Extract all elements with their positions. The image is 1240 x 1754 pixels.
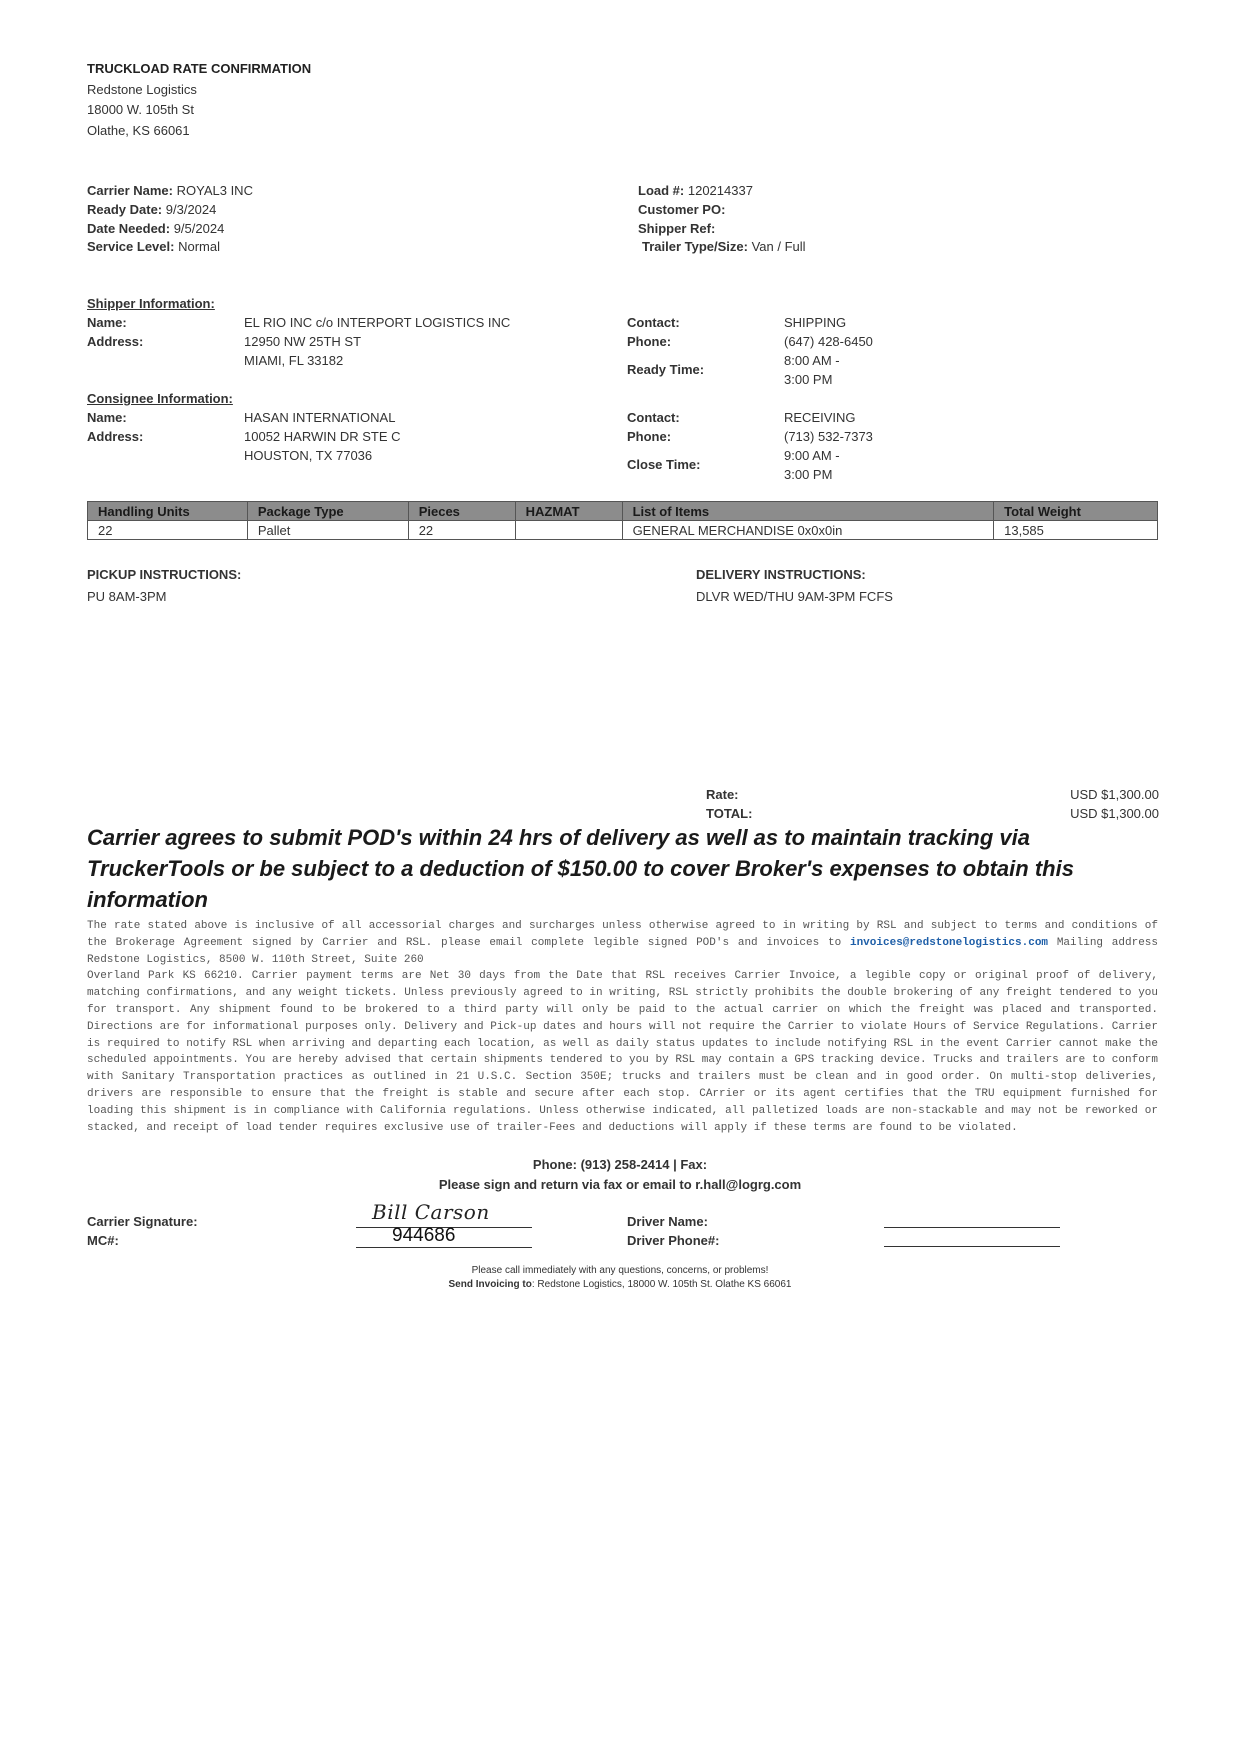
consignee-address-line2: HOUSTON, TX 77036 xyxy=(244,448,373,463)
terms-text-part2: Mailing address Redstone Logistics, 8500 W. 110th Street, Suite 260 xyxy=(87,936,1158,966)
consignee-phone: (713) 532-7373 xyxy=(784,429,873,444)
shipper-phone: (647) 428-6450 xyxy=(784,334,873,349)
table-cell: Pallet xyxy=(247,521,408,540)
ready-time-label: Ready Time: xyxy=(627,362,705,377)
service-level-row xyxy=(87,238,220,256)
driver-phone-label: Driver Phone#: xyxy=(627,1233,720,1248)
column-header: Handling Units xyxy=(88,502,248,521)
trailer-row xyxy=(642,238,806,256)
service-level-label: Service Level: xyxy=(87,239,175,254)
carrier-name-label: Carrier Name: xyxy=(87,183,173,198)
shipper-address-label: Address: xyxy=(87,334,144,349)
items-table-header xyxy=(88,502,1158,521)
shipper-heading: Shipper Information: xyxy=(87,296,215,311)
sign-return-line: Please sign and return via fax or email to r.hall@logrg.com xyxy=(438,1177,802,1192)
load-number-row xyxy=(638,182,753,200)
driver-phone-field[interactable] xyxy=(884,1233,1060,1247)
carrier-name-value: ROYAL3 INC xyxy=(176,183,253,198)
consignee-heading: Consignee Information: xyxy=(87,391,233,406)
load-number-label: Load #: xyxy=(638,183,685,198)
trailer-label: Trailer Type/Size: xyxy=(642,239,748,254)
consignee-phone-label: Phone: xyxy=(627,429,672,444)
rate-label: Rate: xyxy=(706,787,739,802)
consignee-contact: RECEIVING xyxy=(784,410,856,425)
column-header: Pieces xyxy=(408,502,515,521)
shipper-address-line2: MIAMI, FL 33182 xyxy=(244,353,344,368)
document-title: TRUCKLOAD RATE CONFIRMATION xyxy=(87,61,312,76)
ready-time-start: 8:00 AM - xyxy=(784,353,840,368)
customer-po-label: Customer PO: xyxy=(638,202,726,217)
invoice-email-link[interactable]: invoices@redstonelogistics.com xyxy=(849,936,1049,949)
driver-name-label: Driver Name: xyxy=(627,1214,708,1229)
table-cell: 22 xyxy=(408,521,515,540)
shipper-contact-label: Contact: xyxy=(627,315,680,330)
date-needed-row xyxy=(87,220,224,238)
company-name: Redstone Logistics xyxy=(87,82,197,97)
footer-invoicing-label: Send Invoicing to xyxy=(448,1279,532,1290)
ready-date-row xyxy=(87,201,216,219)
ready-time-end: 3:00 PM xyxy=(784,372,833,387)
delivery-instructions: DLVR WED/THU 9AM-3PM FCFS xyxy=(696,589,893,604)
terms-text-part1: The rate stated above is inclusive of all accessorial charges and surcharges unless otherwise agreed to in writing by RSL and subject to terms and conditions of the Brokerage Agreement signed by Carrier and RSL. please email complete legible signed POD's and invoices to xyxy=(87,920,1158,949)
total-label: TOTAL: xyxy=(706,806,753,821)
column-header: Package Type xyxy=(247,502,408,521)
phone-fax-line: Phone: (913) 258-2414 | Fax: xyxy=(532,1157,708,1172)
footer-invoicing-address: : Redstone Logistics, 18000 W. 105th St. Olathe KS 66061 xyxy=(531,1279,792,1290)
driver-name-field[interactable] xyxy=(884,1214,1060,1228)
date-needed-label: Date Needed: xyxy=(87,221,171,236)
column-header: HAZMAT xyxy=(515,502,622,521)
close-time-label: Close Time: xyxy=(627,457,701,472)
table-cell: 22 xyxy=(88,521,248,540)
company-address-line2: Olathe, KS 66061 xyxy=(87,123,190,138)
footer-invoicing-line xyxy=(0,1278,1240,1291)
rate-value: USD $1,300.00 xyxy=(1070,787,1159,802)
total-value: USD $1,300.00 xyxy=(1070,806,1159,821)
shipper-name: EL RIO INC c/o INTERPORT LOGISTICS INC xyxy=(244,315,511,330)
items-table xyxy=(87,501,1158,540)
carrier-signature: Bill Carson xyxy=(372,1200,490,1224)
pod-notice: Carrier agrees to submit POD's within 24 hrs of delivery as well as to maintain tracking via TruckerTools or be subject to a deduction of $150.00 to cover Broker's expenses to obtain this information xyxy=(87,825,1074,912)
shipper-phone-label: Phone: xyxy=(627,334,672,349)
footer-questions-line: Please call immediately with any questions, concerns, or problems! xyxy=(471,1265,769,1276)
delivery-instructions-label: DELIVERY INSTRUCTIONS: xyxy=(696,567,866,582)
close-time-end: 3:00 PM xyxy=(784,467,833,482)
carrier-name-row xyxy=(87,182,253,200)
carrier-signature-label: Carrier Signature: xyxy=(87,1214,198,1229)
date-needed-value: 9/5/2024 xyxy=(173,221,225,236)
service-level-value: Normal xyxy=(178,239,220,254)
shipper-ref-label: Shipper Ref: xyxy=(638,221,716,236)
ready-date-label: Ready Date: xyxy=(87,202,163,217)
pickup-instructions: PU 8AM-3PM xyxy=(87,589,167,604)
table-row xyxy=(88,521,1158,540)
shipper-contact: SHIPPING xyxy=(784,315,847,330)
column-header: List of Items xyxy=(622,502,994,521)
mc-label: MC#: xyxy=(87,1233,119,1248)
company-address-line1: 18000 W. 105th St xyxy=(87,102,194,117)
trailer-value: Van / Full xyxy=(751,239,806,254)
consignee-address-line1: 10052 HARWIN DR STE C xyxy=(244,429,401,444)
shipper-name-label: Name: xyxy=(87,315,127,330)
terms-text-part3: Overland Park KS 66210. Carrier payment terms are Net 30 days from the Date that RSL receives Carrier Invoice, a legible copy or original proof of delivery, matching confirmations, and any weight tickets. Unless previously agreed to in writing, RSL strictly prohibits the double brokering of any freight tendered to you for transport. Any shipment found to be brokered to a third party will only be paid to the actual carrier on which the freight was placed and transported. Directions are for informational purposes only. Delivery and Pick-up dates and hours will not require the Carrier to violate Hours of Service Regulations. Carrier is required to notify RSL when arriving and departing each location, as well as daily status updates to include notifying RSL in the event Carrier cannot make the scheduled appointments. You are hereby advised that certain shipments tendered to you by RSL may contain a GPS tracking device. Trucks and trailers are to conform with Sanitary Transportation practices as outlined in 21 U.S.C. Section 350E; trucks and trailers must be clean and in good order. On multi-stop deliveries, drivers are responsible to ensure that the freight is stable and secure after each stop. CArrier or its agent certifies that the TRU equipment furnished for loading this shipment is in compliance with California regulations. Unless otherwise indicated, all palletized loads are non-stackable and may not be reworked or stacked, and receipt of load tender requires exclusive use of trailer-Fees and deductions will apply if these terms are found to be violated. xyxy=(87,970,1158,1134)
table-cell xyxy=(515,521,622,540)
pickup-instructions-label: PICKUP INSTRUCTIONS: xyxy=(87,567,242,582)
consignee-contact-label: Contact: xyxy=(627,410,680,425)
table-cell: GENERAL MERCHANDISE 0x0x0in xyxy=(622,521,994,540)
load-number-value: 120214337 xyxy=(687,183,753,198)
shipper-address-line1: 12950 NW 25TH ST xyxy=(244,334,362,349)
ready-date-value: 9/3/2024 xyxy=(165,202,217,217)
terms-and-conditions xyxy=(87,918,1158,1136)
consignee-name: HASAN INTERNATIONAL xyxy=(244,410,396,425)
consignee-address-label: Address: xyxy=(87,429,144,444)
consignee-name-label: Name: xyxy=(87,410,127,425)
mc-field[interactable] xyxy=(356,1225,532,1248)
mc-number: 944686 xyxy=(392,1225,456,1246)
column-header: Total Weight xyxy=(994,502,1158,521)
close-time-start: 9:00 AM - xyxy=(784,448,840,463)
table-cell: 13,585 xyxy=(994,521,1158,540)
